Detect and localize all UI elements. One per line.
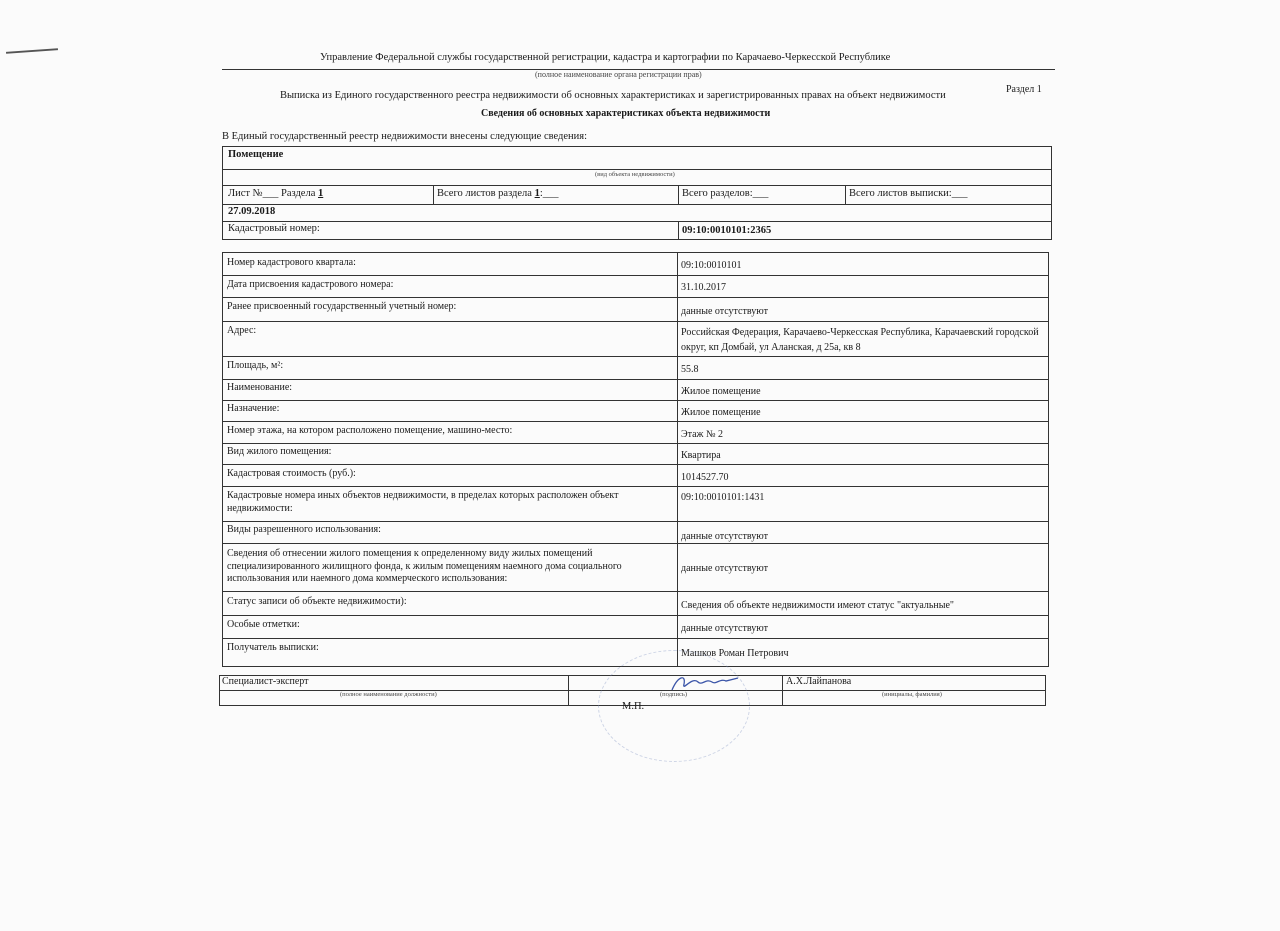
signature-caption: (подпись) bbox=[660, 691, 687, 698]
table-row bbox=[223, 487, 1048, 522]
date-row bbox=[223, 205, 1051, 222]
row-label: Наименование: bbox=[227, 382, 293, 393]
row-label: Особые отметки: bbox=[227, 619, 300, 630]
row-label: Адрес: bbox=[227, 325, 257, 336]
row-label: Виды разрешенного использования: bbox=[227, 524, 381, 535]
cadastral-number: 09:10:0010101:2365 bbox=[682, 225, 772, 236]
object-type-caption: (вид объекта недвижимости) bbox=[595, 171, 675, 178]
cadastral-row bbox=[223, 222, 1051, 240]
extract-title: Выписка из Единого государственного реестра недвижимости об основных характеристиках и зарегистрированных правах на объект недвижимости bbox=[280, 90, 946, 101]
object-type-row bbox=[223, 147, 1051, 170]
row-label: Статус записи об объекте недвижимости): bbox=[227, 596, 407, 607]
row-value: 09:10:0010101 bbox=[681, 260, 742, 271]
row-value: 1014527.70 bbox=[681, 472, 729, 483]
row-value: 31.10.2017 bbox=[681, 282, 726, 293]
seal-mark: М.П. bbox=[622, 701, 645, 712]
table-row bbox=[223, 422, 1048, 444]
row-label: Номер этажа, на котором расположено помещение, машино-место: bbox=[227, 425, 513, 436]
table-row bbox=[223, 616, 1048, 639]
details-table bbox=[222, 252, 1049, 667]
table-row bbox=[223, 444, 1048, 465]
row-value: 09:10:0010101:1431 bbox=[681, 492, 765, 503]
row-value: Жилое помещение bbox=[681, 386, 761, 397]
extract-date: 27.09.2018 bbox=[228, 206, 276, 217]
row-label: Получатель выписки: bbox=[227, 642, 319, 653]
row-label: Дата присвоения кадастрового номера: bbox=[227, 279, 394, 290]
row-value: Российская Федерация, Карачаево-Черкесская Республика, Карачаевский городской округ, кп Домбай, ул Аланская, д 25а, кв 8 bbox=[681, 327, 1039, 353]
table-row bbox=[223, 253, 1048, 276]
position-caption: (полное наименование должности) bbox=[340, 691, 437, 698]
row-value: данные отсутствуют bbox=[681, 306, 768, 317]
sheets-row bbox=[223, 186, 1051, 205]
name-caption: (инициалы, фамилия) bbox=[882, 691, 942, 698]
row-value: 55.8 bbox=[681, 364, 699, 375]
object-header-table bbox=[222, 146, 1052, 240]
table-row bbox=[223, 592, 1048, 616]
row-value: Жилое помещение bbox=[681, 407, 761, 418]
table-row bbox=[223, 380, 1048, 401]
margin-scratch-mark bbox=[6, 48, 58, 54]
row-label: Номер кадастрового квартала: bbox=[227, 257, 356, 268]
row-value: данные отсутствуют bbox=[681, 563, 768, 574]
table-row bbox=[223, 522, 1048, 544]
row-value: Машков Роман Петрович bbox=[681, 648, 789, 659]
extract-subtitle: Сведения об основных характеристиках объекта недвижимости bbox=[481, 108, 771, 119]
total-sheets-extract: Всего листов выписки:___ bbox=[849, 188, 968, 199]
row-label: Кадастровые номера иных объектов недвижимости, в пределах которых расположен объект недвижимости: bbox=[227, 490, 619, 514]
total-sections: Всего разделов:___ bbox=[682, 188, 769, 199]
table-row bbox=[223, 298, 1048, 322]
cadastral-label: Кадастровый номер: bbox=[228, 223, 320, 234]
row-value: данные отсутствуют bbox=[681, 531, 768, 542]
row-value: Этаж № 2 bbox=[681, 429, 723, 440]
row-label: Ранее присвоенный государственный учетный номер: bbox=[227, 301, 457, 312]
row-label: Сведения об отнесении жилого помещения к определенному виду жилых помещений специализированного жилищного фонда, к жилым помещениям наемного дома социального использования или наемного дома коммерческого использования: bbox=[227, 548, 622, 584]
agency-caption: (полное наименование органа регистрации прав) bbox=[535, 70, 702, 79]
row-label: Площадь, м²: bbox=[227, 360, 284, 371]
object-type-caption-row bbox=[223, 170, 1051, 186]
table-row bbox=[223, 276, 1048, 298]
sheet-number: Лист №___ Раздела 1 bbox=[228, 188, 324, 199]
agency-name: Управление Федеральной службы государственной регистрации, кадастра и картографии по Карачаево-Черкесской Республике bbox=[320, 52, 891, 63]
table-row bbox=[223, 544, 1048, 592]
intro-text: В Единый государственный реестр недвижимости внесены следующие сведения: bbox=[222, 131, 588, 142]
row-label: Назначение: bbox=[227, 403, 280, 414]
table-row bbox=[223, 401, 1048, 422]
row-label: Кадастровая стоимость (руб.): bbox=[227, 468, 356, 479]
section-label: Раздел 1 bbox=[1006, 84, 1042, 95]
total-sheets-section: Всего листов раздела 1:___ bbox=[437, 188, 559, 199]
row-value: данные отсутствуют bbox=[681, 623, 768, 634]
signer-position: Специалист-эксперт bbox=[222, 676, 309, 687]
row-value: Квартира bbox=[681, 450, 721, 461]
table-row bbox=[223, 357, 1048, 380]
row-label: Вид жилого помещения: bbox=[227, 446, 332, 457]
signer-name: А.Х.Лайпанова bbox=[786, 676, 852, 687]
stamp-imprint bbox=[598, 650, 750, 762]
object-type: Помещение bbox=[228, 149, 284, 160]
table-row bbox=[223, 465, 1048, 487]
table-row bbox=[223, 322, 1048, 357]
row-value: Сведения об объекте недвижимости имеют статус "актуальные" bbox=[681, 600, 954, 611]
